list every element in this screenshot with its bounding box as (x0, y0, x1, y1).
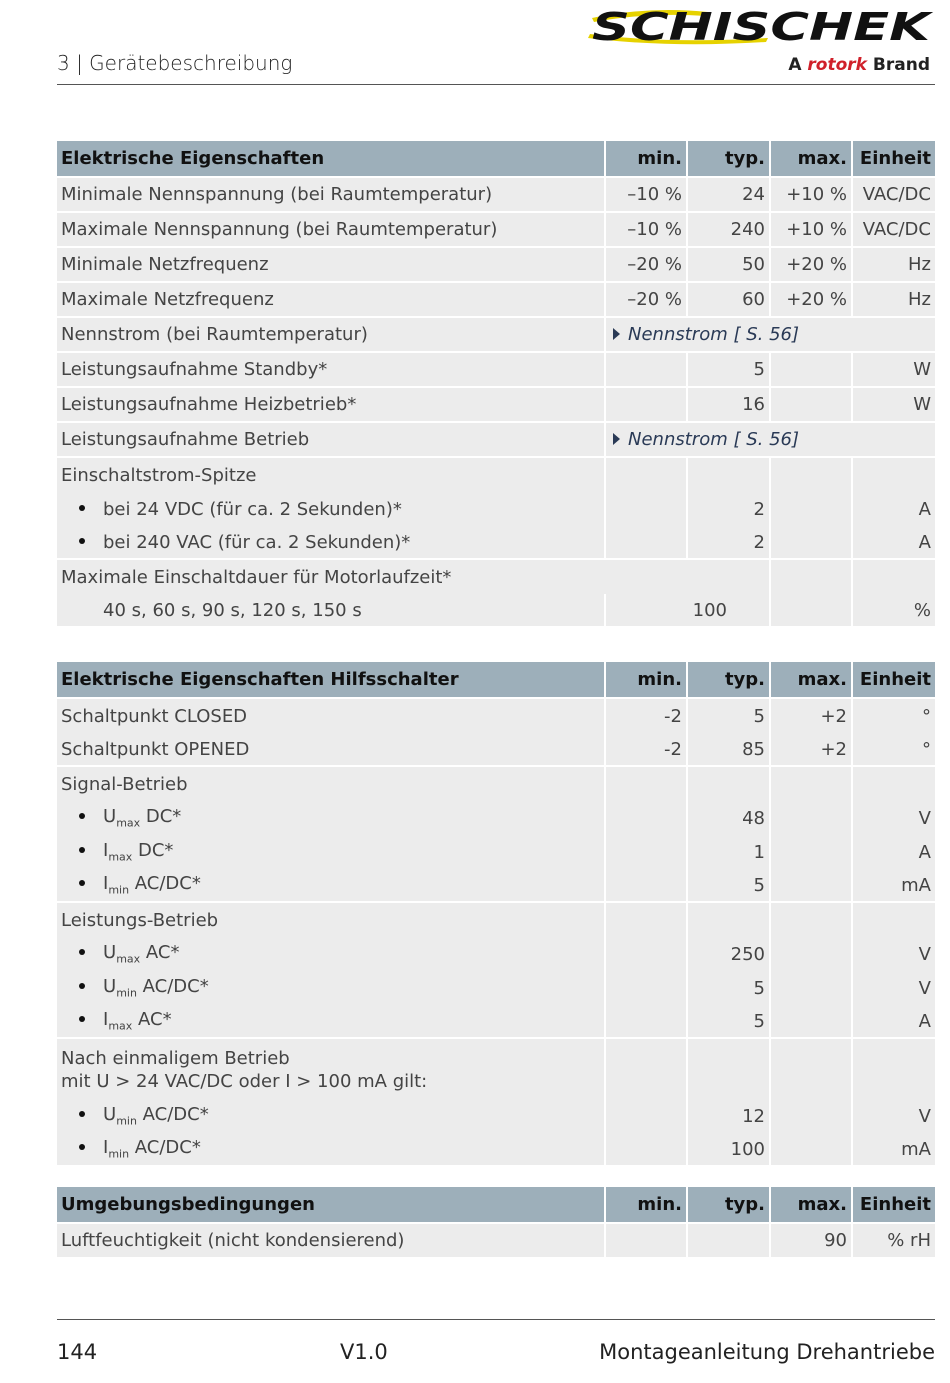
table-row-group-header (57, 1039, 935, 1099)
cross-reference-link[interactable] (606, 318, 935, 353)
cell-typ: 48 (688, 801, 771, 835)
table-row (57, 388, 935, 423)
cell-unit: A (853, 1005, 935, 1039)
cell-max (771, 971, 853, 1005)
cell-min (606, 1099, 688, 1133)
row-label: Maximale Nennspannung (bei Raumtemperatur) (57, 213, 606, 248)
cell-max (771, 492, 853, 526)
table-row (57, 594, 935, 628)
table-row-group-header (57, 560, 935, 594)
row-label: Signal-Betrieb (57, 767, 606, 801)
row-label: Leistungsaufnahme Standby* (57, 353, 606, 388)
cell-max (771, 1133, 853, 1167)
row-label (57, 526, 606, 560)
cell-typ: 5 (688, 869, 771, 903)
row-label (57, 801, 606, 835)
col-min: min. (606, 141, 688, 178)
row-label: Leistungs-Betrieb (57, 903, 606, 937)
symbol-subscript: max (108, 850, 133, 864)
col-typ: typ. (688, 1187, 771, 1224)
table-row-group-header (57, 458, 935, 492)
footer-rule (57, 1319, 935, 1320)
bullet-icon (79, 1144, 85, 1150)
table-row (57, 1099, 935, 1133)
cell-min: –10 % (606, 178, 688, 213)
arrow-right-icon (613, 328, 620, 340)
row-label (57, 1133, 606, 1167)
cell-max: +20 % (771, 248, 853, 283)
row-label: Maximale Netzfrequenz (57, 283, 606, 318)
symbol: I (103, 1137, 109, 1159)
table-row (57, 801, 935, 835)
cell-typ: 16 (688, 388, 771, 423)
cell-typ: 5 (688, 1005, 771, 1039)
row-label: Maximale Einschaltdauer für Motorlaufzeit* (57, 560, 771, 594)
cell-max (771, 767, 853, 801)
item-text: bei 24 VDC (für ca. 2 Sekunden)* (103, 498, 402, 520)
table-title: Elektrische Eigenschaften Hilfsschalter (57, 662, 606, 699)
cell-min: -2 (606, 699, 688, 733)
table-row (57, 869, 935, 903)
row-label: Schaltpunkt CLOSED (57, 699, 606, 733)
cell-max (771, 560, 853, 594)
bullet-icon (79, 1111, 85, 1117)
cell-max (771, 526, 853, 560)
cell-unit: ° (853, 699, 935, 733)
header-rule (57, 84, 935, 85)
cell-typ: 12 (688, 1099, 771, 1133)
row-label: Nennstrom (bei Raumtemperatur) (57, 318, 606, 353)
bullet-icon (79, 1016, 85, 1022)
col-min: min. (606, 662, 688, 699)
cell-unit (853, 903, 935, 937)
table-row (57, 213, 935, 248)
cell-max (771, 353, 853, 388)
cell-unit (853, 560, 935, 594)
row-label: Minimale Netzfrequenz (57, 248, 606, 283)
symbol: U (103, 976, 117, 998)
brand-prefix: A (788, 55, 802, 75)
cell-unit: W (853, 353, 935, 388)
symbol: I (103, 840, 109, 862)
cell-typ: 2 (688, 492, 771, 526)
row-label (57, 492, 606, 526)
table-title: Elektrische Eigenschaften (57, 141, 606, 178)
col-typ: typ. (688, 662, 771, 699)
row-label: Minimale Nennspannung (bei Raumtemperatur) (57, 178, 606, 213)
table-row (57, 1224, 935, 1259)
bullet-icon (79, 880, 85, 886)
col-unit: Einheit (853, 141, 935, 178)
col-typ: typ. (688, 141, 771, 178)
cell-unit: VAC/DC (853, 178, 935, 213)
cell-min (606, 937, 688, 971)
item-text: AC/DC* (136, 1104, 209, 1126)
item-text: bei 240 VAC (für ca. 2 Sekunden)* (103, 531, 411, 553)
cell-typ (688, 1224, 771, 1259)
cell-unit: Hz (853, 283, 935, 318)
cell-unit: V (853, 801, 935, 835)
row-label (57, 1099, 606, 1133)
cell-min (606, 767, 688, 801)
cross-reference-text: Nennstrom [ S. 56] (628, 429, 799, 450)
cell-max (771, 869, 853, 903)
cell-unit: A (853, 526, 935, 560)
symbol: U (103, 942, 117, 964)
brand-suffix: Brand (872, 55, 930, 75)
row-label: Schaltpunkt OPENED (57, 733, 606, 767)
cell-max (771, 1005, 853, 1039)
cell-typ: 100 (606, 594, 771, 628)
table-row (57, 178, 935, 213)
cell-typ (688, 458, 771, 492)
table-row (57, 1133, 935, 1167)
cell-typ: 100 (688, 1133, 771, 1167)
col-max: max. (771, 141, 853, 178)
item-text: DC* (132, 840, 174, 862)
brand-line (788, 55, 930, 75)
row-label: Einschaltstrom-Spitze (57, 458, 606, 492)
row-label (57, 937, 606, 971)
cell-min (606, 1005, 688, 1039)
symbol-subscript: min (116, 986, 137, 1000)
cell-max (771, 1039, 853, 1099)
row-label: Luftfeuchtigkeit (nicht kondensierend) (57, 1224, 606, 1259)
symbol: U (103, 1104, 117, 1126)
bullet-icon (79, 949, 85, 955)
col-unit: Einheit (853, 662, 935, 699)
symbol-subscript: min (108, 883, 130, 897)
cell-typ: 2 (688, 526, 771, 560)
cell-min (606, 971, 688, 1005)
cell-min (606, 801, 688, 835)
cell-unit: V (853, 971, 935, 1005)
col-min: min. (606, 1187, 688, 1224)
item-text: AC/DC* (136, 976, 209, 998)
document-title: Montageanleitung Drehantriebe (599, 1340, 935, 1364)
cross-reference-link[interactable] (606, 423, 935, 458)
cell-min (606, 903, 688, 937)
cell-unit: mA (853, 1133, 935, 1167)
arrow-right-icon (613, 433, 620, 445)
cell-unit: V (853, 937, 935, 971)
table-header (57, 662, 935, 699)
cell-typ (688, 903, 771, 937)
item-text: AC/DC* (129, 1137, 201, 1159)
cell-unit (853, 1039, 935, 1099)
cell-typ: 240 (688, 213, 771, 248)
row-label: Leistungsaufnahme Heizbetrieb* (57, 388, 606, 423)
cell-unit: mA (853, 869, 935, 903)
page-number: 144 (57, 1340, 98, 1364)
cross-reference-text: Nennstrom [ S. 56] (628, 324, 799, 345)
table-row-group-header (57, 903, 935, 937)
cell-min: –20 % (606, 248, 688, 283)
cell-typ (688, 1039, 771, 1099)
row-label (57, 971, 606, 1005)
version: V1.0 (340, 1340, 388, 1364)
symbol-subscript: min (116, 1114, 137, 1128)
environmental-conditions-table (57, 1187, 935, 1259)
cell-unit: V (853, 1099, 935, 1133)
cell-typ: 5 (688, 971, 771, 1005)
table-row (57, 423, 935, 458)
cell-min (606, 492, 688, 526)
cell-min (606, 388, 688, 423)
cell-max (771, 594, 853, 628)
symbol-subscript: max (116, 816, 141, 830)
cell-max (771, 458, 853, 492)
cell-max: +10 % (771, 213, 853, 248)
cell-min (606, 835, 688, 869)
row-label (57, 1039, 606, 1099)
cell-min: –20 % (606, 283, 688, 318)
bullet-icon (79, 813, 85, 819)
cell-unit: A (853, 492, 935, 526)
cell-max: 90 (771, 1224, 853, 1259)
cell-unit: % rH (853, 1224, 935, 1259)
col-max: max. (771, 1187, 853, 1224)
item-text: AC/DC* (129, 873, 201, 895)
logo-text: SCHISCHEK (592, 5, 934, 48)
cell-min (606, 353, 688, 388)
cell-min (606, 1224, 688, 1259)
rotork-logo: rotork (807, 55, 867, 75)
symbol: U (103, 806, 117, 828)
note-line: Nach einmaligem Betrieb (61, 1048, 290, 1069)
cell-min (606, 1039, 688, 1099)
table-title: Umgebungsbedingungen (57, 1187, 606, 1224)
bullet-icon (79, 538, 85, 544)
cell-min (606, 869, 688, 903)
item-text: DC* (140, 806, 182, 828)
symbol-subscript: max (116, 952, 141, 966)
table-row-group-header (57, 767, 935, 801)
col-max: max. (771, 662, 853, 699)
table-row (57, 835, 935, 869)
cell-max: +2 (771, 699, 853, 733)
schischek-logo (588, 4, 934, 48)
cell-unit (853, 458, 935, 492)
cell-unit: % (853, 594, 935, 628)
table-row (57, 937, 935, 971)
row-label: 40 s, 60 s, 90 s, 120 s, 150 s (57, 594, 606, 628)
table-row (57, 492, 935, 526)
bullet-icon (79, 983, 85, 989)
table-row (57, 526, 935, 560)
cell-max (771, 1099, 853, 1133)
bullet-icon (79, 505, 85, 511)
cell-min (606, 1133, 688, 1167)
cell-max (771, 388, 853, 423)
table-row (57, 971, 935, 1005)
table-header (57, 141, 935, 178)
item-text: AC* (140, 942, 180, 964)
cell-min: -2 (606, 733, 688, 767)
table-row (57, 248, 935, 283)
cell-min (606, 526, 688, 560)
cell-unit: ° (853, 733, 935, 767)
cell-typ: 5 (688, 353, 771, 388)
cell-typ: 250 (688, 937, 771, 971)
table-row (57, 353, 935, 388)
symbol-subscript: max (108, 1019, 133, 1033)
cell-max (771, 835, 853, 869)
cell-unit: Hz (853, 248, 935, 283)
cell-unit (853, 767, 935, 801)
row-label (57, 869, 606, 903)
cell-max (771, 937, 853, 971)
table-row (57, 699, 935, 733)
symbol-subscript: min (108, 1147, 130, 1161)
bullet-icon (79, 847, 85, 853)
cell-typ: 60 (688, 283, 771, 318)
table-row (57, 318, 935, 353)
table-header (57, 1187, 935, 1224)
cell-typ (688, 767, 771, 801)
col-unit: Einheit (853, 1187, 935, 1224)
cell-max: +20 % (771, 283, 853, 318)
table-row (57, 1005, 935, 1039)
cell-min (606, 458, 688, 492)
cell-typ: 24 (688, 178, 771, 213)
cell-min: –10 % (606, 213, 688, 248)
symbol: I (103, 873, 109, 895)
note-line: mit U > 24 VAC/DC oder I > 100 mA gilt: (61, 1071, 428, 1092)
section-title: 3 | Gerätebeschreibung (57, 51, 293, 75)
cell-typ: 1 (688, 835, 771, 869)
symbol: I (103, 1009, 109, 1031)
auxiliary-switch-table (57, 662, 935, 1167)
cell-unit: A (853, 835, 935, 869)
table-row (57, 283, 935, 318)
row-label (57, 1005, 606, 1039)
electrical-properties-table (57, 141, 935, 628)
cell-max (771, 801, 853, 835)
cell-typ: 50 (688, 248, 771, 283)
cell-typ: 85 (688, 733, 771, 767)
cell-max: +2 (771, 733, 853, 767)
table-row (57, 733, 935, 767)
cell-max: +10 % (771, 178, 853, 213)
row-label (57, 835, 606, 869)
cell-unit: VAC/DC (853, 213, 935, 248)
item-text: AC* (132, 1009, 172, 1031)
cell-unit: W (853, 388, 935, 423)
cell-max (771, 903, 853, 937)
cell-typ: 5 (688, 699, 771, 733)
row-label: Leistungsaufnahme Betrieb (57, 423, 606, 458)
